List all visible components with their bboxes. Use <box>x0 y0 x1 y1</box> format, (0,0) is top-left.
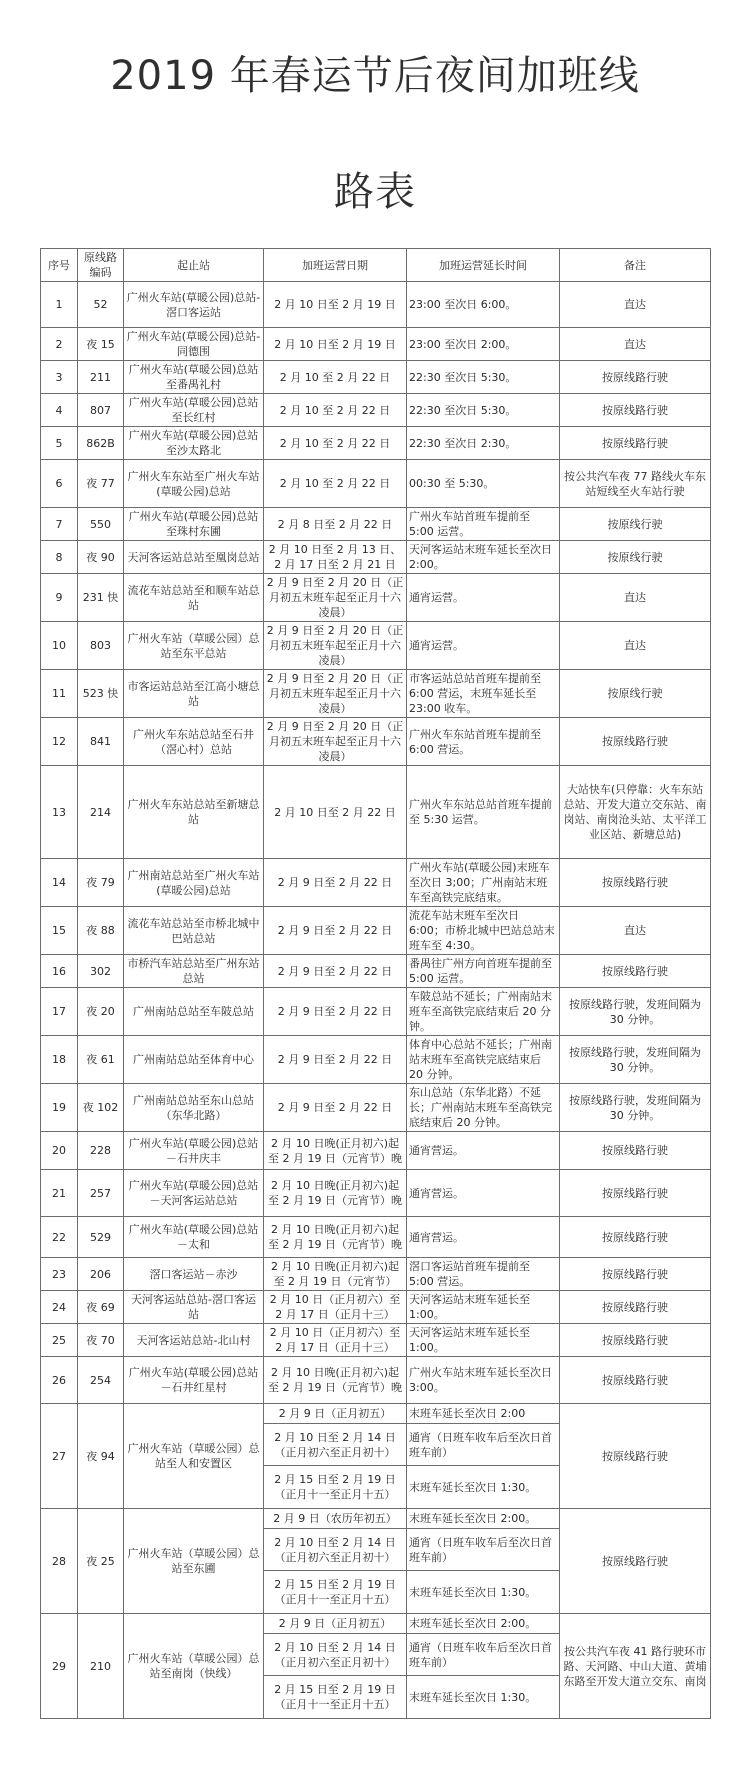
cell-code: 52 <box>78 282 124 328</box>
cell-stations: 广州火车东站至广州火车站(草暖公园)总站 <box>124 460 264 508</box>
cell-code: 214 <box>78 766 124 859</box>
cell-code: 231 快 <box>78 574 124 622</box>
cell-extension: 通宵营运。 <box>407 1217 560 1258</box>
cell-stations: 广州火车东站总站至石井（滘心村）总站 <box>124 718 264 766</box>
cell-extension: 末班车延长至次日 1:30。 <box>407 1676 560 1719</box>
cell-no: 13 <box>41 766 78 859</box>
cell-note: 直达 <box>560 622 711 670</box>
cell-stations: 流花车站总站至和顺车站总站 <box>124 574 264 622</box>
page-title-line1: 2019 年春运节后夜间加班线 <box>110 53 640 99</box>
table-row <box>41 328 711 361</box>
cell-extension: 天河客运站末班车延长至 1:00。 <box>407 1324 560 1357</box>
cell-code: 夜 70 <box>78 1324 124 1357</box>
overtime-lines-table <box>40 248 711 1719</box>
header-note: 备注 <box>560 249 711 282</box>
cell-no: 4 <box>41 394 78 427</box>
cell-no: 3 <box>41 361 78 394</box>
cell-code: 夜 25 <box>78 1509 124 1614</box>
cell-no: 28 <box>41 1509 78 1614</box>
table-row <box>41 1132 711 1170</box>
cell-note: 按公共汽车夜 41 路行驶环市路、天河路、中山大道、黄埔东路至开发大道立交东、南岗 <box>560 1614 711 1719</box>
cell-dates: 2 月 9 日（正月初五） <box>264 1614 407 1634</box>
cell-extension: 广州火车站(草暖公园)末班车至次日 3;00；广州南站末班车至高铁完底结束。 <box>407 859 560 907</box>
cell-stations: 广州火车站(草暖公园)总站－太和 <box>124 1217 264 1258</box>
cell-stations: 广州火车站(草暖公园)总站至番禺礼村 <box>124 361 264 394</box>
cell-note: 按原线路行驶，发班间隔为 30 分钟。 <box>560 1036 711 1084</box>
cell-stations: 广州火车站（草暖公园）总站至人和安置区 <box>124 1404 264 1509</box>
table-row <box>41 766 711 859</box>
table-row <box>41 622 711 670</box>
cell-dates: 2 月 9 日（正月初五） <box>264 1404 407 1424</box>
cell-stations: 天河客运站总站-滘口客运站 <box>124 1291 264 1324</box>
cell-code: 夜 15 <box>78 328 124 361</box>
cell-code: 夜 20 <box>78 988 124 1036</box>
cell-no: 1 <box>41 282 78 328</box>
cell-dates: 2 月 10 日至 2 月 13 日、2 月 17 日至 2 月 21 日 <box>264 541 407 574</box>
cell-no: 9 <box>41 574 78 622</box>
cell-dates: 2 月 10 日至 2 月 14 日（正月初六至正月初十） <box>264 1634 407 1676</box>
cell-extension: 番禺往广州方向首班车提前至 5:00 运营。 <box>407 955 560 988</box>
table-body <box>41 282 711 1719</box>
cell-code: 夜 90 <box>78 541 124 574</box>
cell-dates: 2 月 10 至 2 月 22 日 <box>264 460 407 508</box>
cell-extension: 00:30 至 5:30。 <box>407 460 560 508</box>
cell-dates: 2 月 15 日至 2 月 19 日（正月十一至正月十五） <box>264 1676 407 1719</box>
table-row <box>41 460 711 508</box>
cell-extension: 通宵（日班车收车后至次日首班车前） <box>407 1634 560 1676</box>
cell-code: 807 <box>78 394 124 427</box>
cell-dates: 2 月 9 日至 2 月 20 日（正月初五末班车起至正月十六凌晨） <box>264 574 407 622</box>
cell-code: 228 <box>78 1132 124 1170</box>
cell-code: 254 <box>78 1357 124 1404</box>
header-stations: 起止站 <box>124 249 264 282</box>
cell-no: 23 <box>41 1258 78 1291</box>
cell-no: 14 <box>41 859 78 907</box>
header-extension: 加班运营延长时间 <box>407 249 560 282</box>
cell-stations: 广州火车站(草暖公园)总站-同德围 <box>124 328 264 361</box>
cell-dates: 2 月 10 日至 2 月 19 日 <box>264 328 407 361</box>
cell-no: 29 <box>41 1614 78 1719</box>
cell-stations: 天河客运站总站至凰岗总站 <box>124 541 264 574</box>
cell-code: 257 <box>78 1170 124 1217</box>
table-row <box>41 1036 711 1084</box>
cell-dates: 2 月 9 日至 2 月 22 日 <box>264 859 407 907</box>
cell-stations: 广州火车站(草暖公园)总站至长红村 <box>124 394 264 427</box>
cell-dates: 2 月 9 日至 2 月 22 日 <box>264 1084 407 1132</box>
cell-extension: 体育中心总站不延长；广州南站末班车至高铁完底结束后 20 分钟。 <box>407 1036 560 1084</box>
cell-dates: 2 月 10 日晚(正月初六)起至 2 月 19 日（元宵节）晚 <box>264 1357 407 1404</box>
cell-extension: 22:30 至次日 5:30。 <box>407 361 560 394</box>
cell-extension: 末班车延长至次日 1:30。 <box>407 1571 560 1614</box>
cell-stations: 滘口客运站－赤沙 <box>124 1258 264 1291</box>
cell-code: 529 <box>78 1217 124 1258</box>
cell-note: 按原线路行驶 <box>560 955 711 988</box>
cell-no: 19 <box>41 1084 78 1132</box>
cell-extension: 广州火车站末班车延长至次日 3:00。 <box>407 1357 560 1404</box>
cell-extension: 通宵（日班车收车后至次日首班车前） <box>407 1529 560 1571</box>
cell-code: 550 <box>78 508 124 541</box>
cell-note: 按原线路行驶，发班间隔为 30 分钟。 <box>560 988 711 1036</box>
cell-extension: 末班车延长至次日 2:00 <box>407 1404 560 1424</box>
cell-note: 直达 <box>560 282 711 328</box>
cell-note: 按原线路行驶 <box>560 394 711 427</box>
cell-code: 夜 69 <box>78 1291 124 1324</box>
cell-code: 夜 79 <box>78 859 124 907</box>
table-row <box>41 1324 711 1357</box>
table-row <box>41 718 711 766</box>
cell-note: 按原线路行驶 <box>560 1291 711 1324</box>
cell-dates: 2 月 9 日至 2 月 20 日（正月初五末班车起至正月十六凌晨） <box>264 670 407 718</box>
cell-extension: 通宵运营。 <box>407 622 560 670</box>
cell-stations: 广州火车站（草暖公园）总站至东圃 <box>124 1509 264 1614</box>
table-row <box>41 1258 711 1291</box>
cell-extension: 广州火车东站总站首班车提前至 5:30 运营。 <box>407 766 560 859</box>
table-row <box>41 1614 711 1634</box>
cell-dates: 2 月 10 至 2 月 22 日 <box>264 427 407 460</box>
table-row <box>41 427 711 460</box>
cell-extension: 23:00 至次日 6:00。 <box>407 282 560 328</box>
cell-stations: 广州火车东站总站至新塘总站 <box>124 766 264 859</box>
cell-note: 按原线路行驶 <box>560 427 711 460</box>
cell-stations: 广州南站总站至广州火车站(草暖公园)总站 <box>124 859 264 907</box>
cell-no: 27 <box>41 1404 78 1509</box>
cell-stations: 广州火车站(草暖公园)总站至沙太路北 <box>124 427 264 460</box>
cell-note: 按原线路行驶 <box>560 859 711 907</box>
cell-note: 按原线路行驶 <box>560 1509 711 1614</box>
cell-dates: 2 月 10 日（正月初六）至 2 月 17 日（正月十三） <box>264 1324 407 1357</box>
table-row <box>41 541 711 574</box>
cell-stations: 广州火车站(草暖公园)总站－石井庆丰 <box>124 1132 264 1170</box>
cell-note: 按原线行驶 <box>560 541 711 574</box>
cell-stations: 广州南站总站至车陂总站 <box>124 988 264 1036</box>
cell-dates: 2 月 9 日至 2 月 20 日（正月初五末班车起至正月十六凌晨） <box>264 622 407 670</box>
cell-code: 210 <box>78 1614 124 1719</box>
cell-note: 按原线行驶 <box>560 508 711 541</box>
cell-dates: 2 月 9 日（农历年初五） <box>264 1509 407 1529</box>
table-row <box>41 1357 711 1404</box>
cell-note: 按原线路行驶 <box>560 1217 711 1258</box>
cell-stations: 市桥汽车站总站至广州东站总站 <box>124 955 264 988</box>
header-code: 原线路编码 <box>78 249 124 282</box>
cell-note: 直达 <box>560 907 711 955</box>
cell-code: 夜 77 <box>78 460 124 508</box>
cell-note: 直达 <box>560 328 711 361</box>
cell-stations: 广州火车站(草暖公园)总站－石井红星村 <box>124 1357 264 1404</box>
table-row <box>41 955 711 988</box>
cell-extension: 23:00 至次日 2:00。 <box>407 328 560 361</box>
cell-dates: 2 月 9 日至 2 月 20 日（正月初五末班车起至正月十六凌晨） <box>264 718 407 766</box>
cell-extension: 广州火车东站首班车提前至 6:00 营运。 <box>407 718 560 766</box>
cell-dates: 2 月 15 日至 2 月 19 日（正月十一至正月十五） <box>264 1466 407 1509</box>
cell-no: 22 <box>41 1217 78 1258</box>
table-row <box>41 670 711 718</box>
cell-extension: 末班车延长至次日 2:00。 <box>407 1614 560 1634</box>
cell-note: 按原线路行驶 <box>560 1132 711 1170</box>
cell-stations: 市客运站总站至江高小塘总站 <box>124 670 264 718</box>
cell-no: 7 <box>41 508 78 541</box>
cell-note: 按原线行驶 <box>560 670 711 718</box>
cell-code: 夜 94 <box>78 1404 124 1509</box>
cell-code: 夜 61 <box>78 1036 124 1084</box>
table-row <box>41 1084 711 1132</box>
cell-stations: 广州火车站（草暖公园）总站至东平总站 <box>124 622 264 670</box>
cell-dates: 2 月 10 日（正月初六）至 2 月 17 日（正月十三） <box>264 1291 407 1324</box>
header-dates: 加班运营日期 <box>264 249 407 282</box>
header-no: 序号 <box>41 249 78 282</box>
cell-no: 18 <box>41 1036 78 1084</box>
cell-dates: 2 月 10 至 2 月 22 日 <box>264 361 407 394</box>
cell-extension: 流花车站末班车至次日 6:00；市桥北城中巴站总站末班车至 4:30。 <box>407 907 560 955</box>
cell-note: 按原线路行驶，发班间隔为 30 分钟。 <box>560 1084 711 1132</box>
cell-no: 24 <box>41 1291 78 1324</box>
cell-dates: 2 月 10 日晚(正月初六)起至 2 月 19 日（元宵节）晚 <box>264 1170 407 1217</box>
cell-dates: 2 月 10 至 2 月 22 日 <box>264 394 407 427</box>
cell-dates: 2 月 8 日至 2 月 22 日 <box>264 508 407 541</box>
cell-stations: 天河客运站总站-北山村 <box>124 1324 264 1357</box>
table-row <box>41 282 711 328</box>
cell-code: 211 <box>78 361 124 394</box>
table-row <box>41 988 711 1036</box>
page-title-line2: 路表 <box>334 169 416 215</box>
cell-dates: 2 月 9 日至 2 月 22 日 <box>264 955 407 988</box>
cell-no: 21 <box>41 1170 78 1217</box>
cell-no: 26 <box>41 1357 78 1404</box>
cell-extension: 滘口客运站首班车提前至 5:00 营运。 <box>407 1258 560 1291</box>
cell-dates: 2 月 10 日晚(正月初六)起至 2 月 19 日（元宵节）晚 <box>264 1217 407 1258</box>
cell-extension: 通宵运营。 <box>407 574 560 622</box>
cell-code: 523 快 <box>78 670 124 718</box>
cell-extension: 广州火车站首班车提前至 5:00 运营。 <box>407 508 560 541</box>
cell-dates: 2 月 9 日至 2 月 22 日 <box>264 1036 407 1084</box>
cell-note: 大站快车(只停靠：火车东站总站、开发大道立交东站、南岗站、南岗沧头站、太平洋工业区站、新塘总站) <box>560 766 711 859</box>
cell-note: 按原线路行驶 <box>560 718 711 766</box>
cell-dates: 2 月 9 日至 2 月 22 日 <box>264 907 407 955</box>
cell-dates: 2 月 10 日至 2 月 14 日（正月初六至正月初十） <box>264 1424 407 1466</box>
cell-note: 按原线路行驶 <box>560 1258 711 1291</box>
cell-no: 8 <box>41 541 78 574</box>
cell-note: 按原线路行驶 <box>560 1404 711 1509</box>
cell-no: 5 <box>41 427 78 460</box>
cell-stations: 广州火车站(草暖公园)总站至珠村东圃 <box>124 508 264 541</box>
cell-extension: 东山总站（东华北路）不延长；广州南站末班车至高铁完底结束后 20 分钟。 <box>407 1084 560 1132</box>
cell-dates: 2 月 10 日至 2 月 19 日 <box>264 282 407 328</box>
cell-no: 17 <box>41 988 78 1036</box>
cell-no: 6 <box>41 460 78 508</box>
cell-stations: 广州火车站(草暖公园)总站－天河客运站总站 <box>124 1170 264 1217</box>
cell-no: 16 <box>41 955 78 988</box>
cell-dates: 2 月 10 日晚(正月初六)起至 2 月 19 日（元宵节）晚 <box>264 1132 407 1170</box>
table-row <box>41 1404 711 1424</box>
cell-extension: 通宵营运。 <box>407 1170 560 1217</box>
table-row <box>41 574 711 622</box>
table-row <box>41 1291 711 1324</box>
cell-extension: 车陂总站不延长；广州南站末班车至高铁完底结束后 20 分钟。 <box>407 988 560 1036</box>
cell-extension: 末班车延长至次日 2:00。 <box>407 1509 560 1529</box>
cell-note: 直达 <box>560 574 711 622</box>
cell-stations: 广州南站总站至东山总站（东华北路） <box>124 1084 264 1132</box>
cell-code: 夜 102 <box>78 1084 124 1132</box>
table-row <box>41 394 711 427</box>
table-row <box>41 508 711 541</box>
cell-code: 841 <box>78 718 124 766</box>
cell-dates: 2 月 10 日晚(正月初六)起至 2 月 19 日（元宵节） <box>264 1258 407 1291</box>
cell-stations: 广州火车站(草暖公园)总站-滘口客运站 <box>124 282 264 328</box>
cell-dates: 2 月 9 日至 2 月 22 日 <box>264 988 407 1036</box>
cell-code: 862B <box>78 427 124 460</box>
table-header-row <box>41 249 711 282</box>
cell-dates: 2 月 10 日至 2 月 14 日（正月初六至正月初十） <box>264 1529 407 1571</box>
cell-dates: 2 月 15 日至 2 月 19 日（正月十一至正月十五） <box>264 1571 407 1614</box>
cell-code: 803 <box>78 622 124 670</box>
cell-stations: 广州火车站（草暖公园）总站至南岗（快线） <box>124 1614 264 1719</box>
cell-stations: 广州南站总站至体育中心 <box>124 1036 264 1084</box>
cell-note: 按原线路行驶 <box>560 361 711 394</box>
cell-extension: 末班车延长至次日 1:30。 <box>407 1466 560 1509</box>
cell-code: 夜 88 <box>78 907 124 955</box>
cell-extension: 通宵营运。 <box>407 1132 560 1170</box>
cell-no: 20 <box>41 1132 78 1170</box>
table-row <box>41 1170 711 1217</box>
cell-extension: 通宵（日班车收车后至次日首班车前） <box>407 1424 560 1466</box>
cell-no: 10 <box>41 622 78 670</box>
cell-note: 按原线路行驶 <box>560 1357 711 1404</box>
cell-note: 按公共汽车夜 77 路线火车东站短线至火车站行驶 <box>560 460 711 508</box>
cell-dates: 2 月 10 日至 2 月 22 日 <box>264 766 407 859</box>
cell-extension: 22:30 至次日 2:30。 <box>407 427 560 460</box>
cell-extension: 市客运站总站首班车提前至 6:00 营运，末班车延长至 23:00 收车。 <box>407 670 560 718</box>
table-row <box>41 1217 711 1258</box>
table-row <box>41 1509 711 1529</box>
cell-extension: 22:30 至次日 5:30。 <box>407 394 560 427</box>
cell-no: 11 <box>41 670 78 718</box>
cell-no: 15 <box>41 907 78 955</box>
table-row <box>41 361 711 394</box>
table-row <box>41 907 711 955</box>
table-row <box>41 859 711 907</box>
cell-note: 按原线路行驶 <box>560 1170 711 1217</box>
cell-extension: 天河客运站末班车延长至次日 2:00。 <box>407 541 560 574</box>
cell-code: 302 <box>78 955 124 988</box>
cell-stations: 流花车站总站至市桥北城中巴站总站 <box>124 907 264 955</box>
cell-no: 12 <box>41 718 78 766</box>
cell-no: 25 <box>41 1324 78 1357</box>
cell-note: 按原线路行驶 <box>560 1324 711 1357</box>
cell-extension: 天河客运站末班车延长至 1:00。 <box>407 1291 560 1324</box>
cell-no: 2 <box>41 328 78 361</box>
cell-code: 206 <box>78 1258 124 1291</box>
